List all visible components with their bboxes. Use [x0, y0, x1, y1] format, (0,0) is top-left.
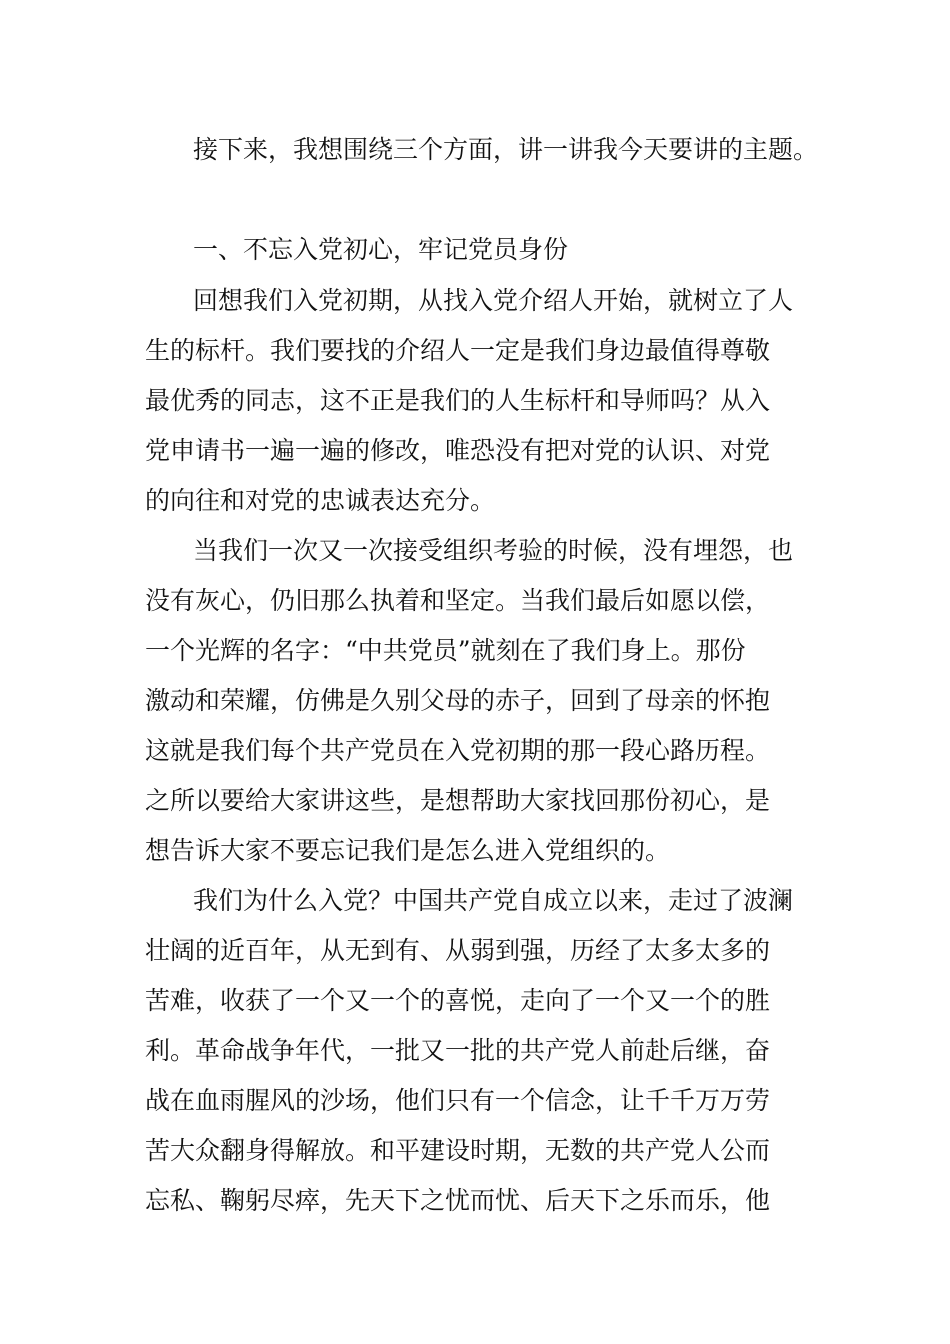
paragraph-line: 当我们一次又一次接受组织考验的时候，没有埋怨，也: [193, 536, 794, 565]
paragraph-line: 战在血雨腥风的沙场，他们只有一个信念，让千千万万劳: [145, 1086, 771, 1115]
paragraph-line: 利。革命战争年代，一批又一批的共产党人前赴后继，奋: [145, 1036, 771, 1065]
paragraph-line: 壮阔的近百年，从无到有、从弱到强，历经了太多太多的: [145, 936, 771, 965]
paragraph-line: 没有灰心，仍旧那么执着和坚定。当我们最后如愿以偿，: [145, 586, 771, 615]
paragraph-line: 激动和荣耀，仿佛是久别父母的赤子，回到了母亲的怀抱: [145, 686, 771, 715]
paragraph-line: 我们为什么入党？中国共产党自成立以来，走过了波澜: [193, 886, 794, 915]
section-heading: 一、不忘入党初心，牢记党员身份: [193, 235, 569, 264]
paragraph-line: 生的标杆。我们要找的介绍人一定是我们身边最值得尊敬: [145, 336, 771, 365]
paragraph-line: 回想我们入党初期，从找入党介绍人开始，就树立了人: [193, 286, 794, 315]
paragraph-line: 一个光辉的名字：“中共党员”就刻在了我们身上。那份: [145, 636, 746, 665]
paragraph-line: 苦难，收获了一个又一个的喜悦，走向了一个又一个的胜: [145, 986, 771, 1015]
paragraph-line: 苦大众翻身得解放。和平建设时期，无数的共产党人公而: [145, 1136, 771, 1165]
paragraph-line: 之所以要给大家讲这些，是想帮助大家找回那份初心，是: [145, 786, 771, 815]
intro-line: 接下来，我想围绕三个方面，讲一讲我今天要讲的主题。: [193, 135, 819, 164]
paragraph-line: 想告诉大家不要忘记我们是怎么进入党组织的。: [145, 836, 671, 865]
paragraph-line: 的向往和对党的忠诚表达充分。: [145, 486, 496, 515]
paragraph-line: 最优秀的同志，这不正是我们的人生标杆和导师吗？从入: [145, 386, 771, 415]
paragraph-line: 这就是我们每个共产党员在入党初期的那一段心路历程。: [145, 736, 771, 765]
paragraph-line: 党申请书一遍一遍的修改，唯恐没有把对党的认识、对党: [145, 436, 771, 465]
paragraph-line: 忘私、鞠躬尽瘁，先天下之忧而忧、后天下之乐而乐，他: [145, 1186, 771, 1215]
